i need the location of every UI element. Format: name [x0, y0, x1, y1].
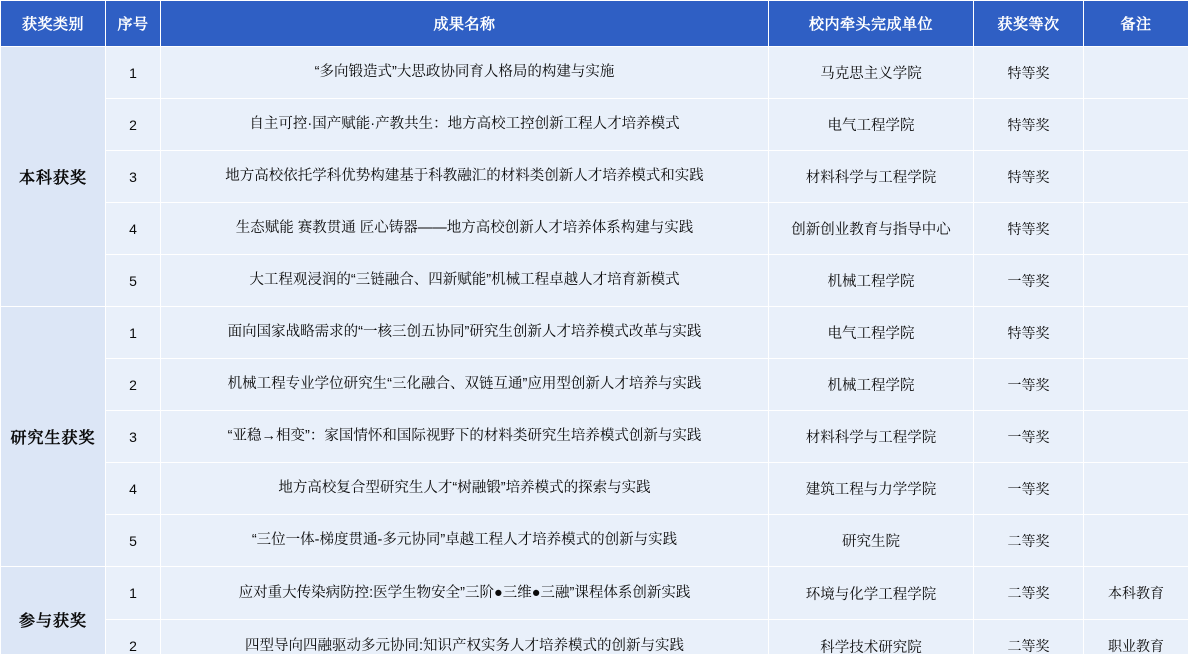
- table-row: [1, 411, 1188, 463]
- award-level: 一等奖: [974, 463, 1084, 515]
- category-cell-participation: 参与获奖: [1, 567, 106, 654]
- row-index: 3: [106, 151, 161, 203]
- achievement-name: 大工程观浸润的“三链融合、四新赋能”机械工程卓越人才培育新模式: [161, 255, 769, 307]
- column-header-award-level: 获奖等次: [974, 1, 1084, 47]
- award-level: 一等奖: [974, 255, 1084, 307]
- table-row: [1, 151, 1188, 203]
- table-row: [1, 203, 1188, 255]
- remark: [1084, 307, 1188, 359]
- row-index: 2: [106, 99, 161, 151]
- remark: [1084, 255, 1188, 307]
- table-body: [1, 47, 1188, 654]
- achievement-name: “多向锻造式”大思政协同育人格局的构建与实施: [161, 47, 769, 99]
- lead-unit: 材料科学与工程学院: [769, 411, 974, 463]
- remark: 本科教育: [1084, 567, 1188, 620]
- lead-unit: 环境与化学工程学院: [769, 567, 974, 620]
- table-row: [1, 307, 1188, 359]
- lead-unit: 机械工程学院: [769, 255, 974, 307]
- remark: [1084, 463, 1188, 515]
- achievement-name: 面向国家战略需求的“一核三创五协同”研究生创新人才培养模式改革与实践: [161, 307, 769, 359]
- column-header-achievement-name: 成果名称: [161, 1, 769, 47]
- remark: [1084, 515, 1188, 567]
- row-index: 3: [106, 411, 161, 463]
- row-index: 5: [106, 255, 161, 307]
- award-level: 二等奖: [974, 620, 1084, 654]
- remark: [1084, 151, 1188, 203]
- category-cell-undergraduate: 本科获奖: [1, 47, 106, 307]
- table-row: [1, 99, 1188, 151]
- achievement-name: 应对重大传染病防控:医学生物安全”三阶●三维●三融”课程体系创新实践: [161, 567, 769, 620]
- lead-unit: 建筑工程与力学学院: [769, 463, 974, 515]
- table-row: [1, 359, 1188, 411]
- table-row: [1, 47, 1188, 99]
- remark: [1084, 47, 1188, 99]
- row-index: 2: [106, 359, 161, 411]
- column-header-lead-unit: 校内牵头完成单位: [769, 1, 974, 47]
- award-level: 特等奖: [974, 307, 1084, 359]
- row-index: 1: [106, 307, 161, 359]
- row-index: 5: [106, 515, 161, 567]
- row-index: 1: [106, 567, 161, 620]
- achievement-name: 机械工程专业学位研究生“三化融合、双链互通”应用型创新人才培养与实践: [161, 359, 769, 411]
- award-level: 一等奖: [974, 359, 1084, 411]
- lead-unit: 研究生院: [769, 515, 974, 567]
- achievement-name: 自主可控·国产赋能·产教共生：地方高校工控创新工程人才培养模式: [161, 99, 769, 151]
- table-row: [1, 567, 1188, 620]
- award-level: 特等奖: [974, 47, 1084, 99]
- remark: [1084, 359, 1188, 411]
- lead-unit: 电气工程学院: [769, 307, 974, 359]
- remark: [1084, 411, 1188, 463]
- column-header-category: 获奖类别: [1, 1, 106, 47]
- category-cell-graduate: 研究生获奖: [1, 307, 106, 567]
- column-header-remark: 备注: [1084, 1, 1188, 47]
- remark: 职业教育: [1084, 620, 1188, 654]
- award-level: 特等奖: [974, 203, 1084, 255]
- award-level: 特等奖: [974, 151, 1084, 203]
- achievement-name: “三位一体-梯度贯通-多元协同”卓越工程人才培养模式的创新与实践: [161, 515, 769, 567]
- header-row: [1, 1, 1188, 47]
- row-index: 4: [106, 463, 161, 515]
- award-level: 二等奖: [974, 515, 1084, 567]
- award-level: 一等奖: [974, 411, 1084, 463]
- achievement-name: 四型导向四融驱动多元协同:知识产权实务人才培养模式的创新与实践: [161, 620, 769, 654]
- row-index: 1: [106, 47, 161, 99]
- award-level: 特等奖: [974, 99, 1084, 151]
- table-header: [1, 1, 1188, 47]
- row-index: 4: [106, 203, 161, 255]
- row-index: 2: [106, 620, 161, 654]
- table-row: [1, 620, 1188, 654]
- remark: [1084, 203, 1188, 255]
- table-row: [1, 463, 1188, 515]
- remark: [1084, 99, 1188, 151]
- achievement-name: “亚稳→相变”：家国情怀和国际视野下的材料类研究生培养模式创新与实践: [161, 411, 769, 463]
- achievement-name: 生态赋能 赛教贯通 匠心铸器——地方高校创新人才培养体系构建与实践: [161, 203, 769, 255]
- lead-unit: 创新创业教育与指导中心: [769, 203, 974, 255]
- achievement-name: 地方高校复合型研究生人才“树融锻”培养模式的探索与实践: [161, 463, 769, 515]
- lead-unit: 材料科学与工程学院: [769, 151, 974, 203]
- lead-unit: 电气工程学院: [769, 99, 974, 151]
- award-level: 二等奖: [974, 567, 1084, 620]
- table-row: [1, 515, 1188, 567]
- lead-unit: 马克思主义学院: [769, 47, 974, 99]
- lead-unit: 机械工程学院: [769, 359, 974, 411]
- column-header-index: 序号: [106, 1, 161, 47]
- table-row: [1, 255, 1188, 307]
- achievement-name: 地方高校依托学科优势构建基于科教融汇的材料类创新人才培养模式和实践: [161, 151, 769, 203]
- lead-unit: 科学技术研究院: [769, 620, 974, 654]
